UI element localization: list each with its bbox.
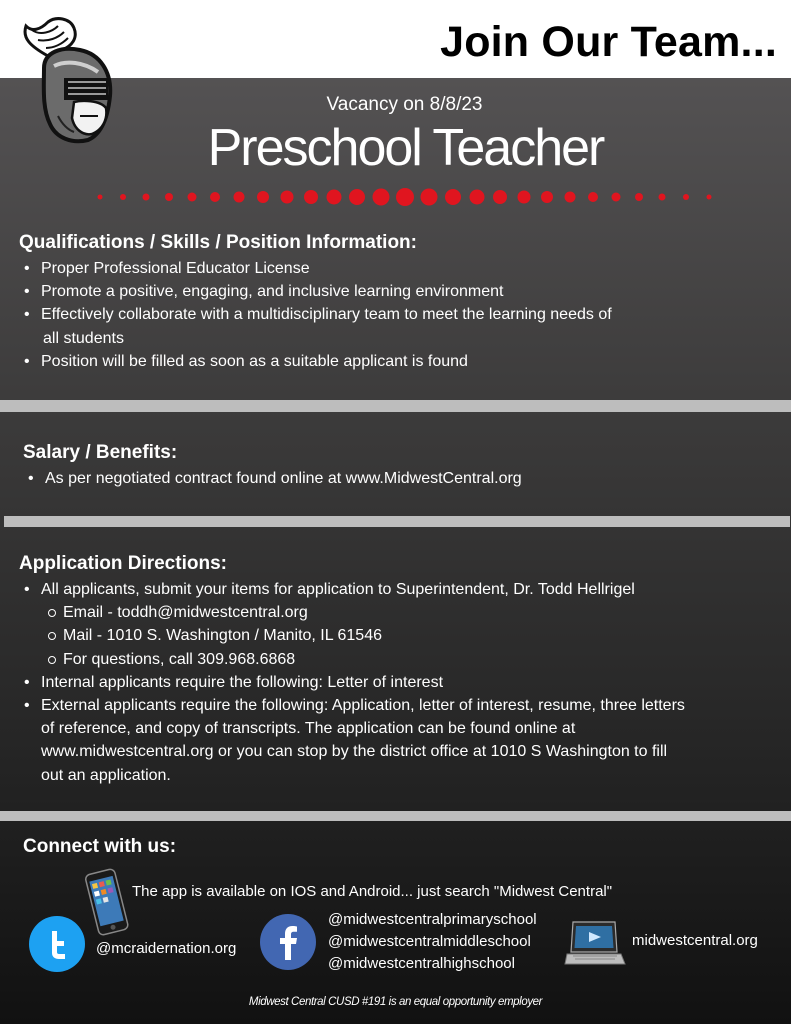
website-link[interactable]: midwestcentral.org: [632, 932, 758, 949]
page-title: Join Our Team...: [440, 18, 777, 66]
facebook-page-high[interactable]: @midwestcentralhighschool: [328, 955, 515, 972]
smartphone-icon: [80, 868, 134, 938]
salary-heading: Salary / Benefits:: [23, 442, 178, 463]
list-item: • Proper Professional Educator License: [20, 257, 720, 280]
header-bar: [0, 0, 791, 78]
list-item-continuation: out an application.: [41, 766, 171, 784]
qualifications-list: [20, 257, 720, 373]
application-list: [20, 578, 740, 787]
list-item: • All applicants, submit your items for application to Superintendent, Dr. Todd Hellrigel: [20, 578, 740, 601]
application-heading: Application Directions:: [19, 553, 227, 574]
laptop-icon: [563, 918, 627, 970]
connect-heading: Connect with us:: [23, 836, 177, 857]
facebook-icon[interactable]: [260, 914, 316, 970]
list-item: • Effectively collaborate with a multidisciplinary team to meet the learning needs of: [20, 303, 720, 326]
facebook-page-primary[interactable]: @midwestcentralprimaryschool: [328, 911, 537, 928]
qualifications-heading: Qualifications / Skills / Position Information:: [19, 232, 417, 253]
salary-list: [24, 467, 724, 490]
section-divider: [0, 811, 791, 821]
section-divider: [0, 400, 791, 412]
twitter-handle[interactable]: @mcraidernation.org: [96, 940, 237, 957]
list-item: • Position will be filled as soon as a suitable applicant is found: [20, 350, 720, 373]
knight-helmet-icon: [18, 16, 118, 146]
position-title: Preschool Teacher: [207, 119, 604, 177]
vacancy-date: Vacancy on 8/8/23: [326, 94, 483, 115]
list-item: • External applicants require the following: Application, letter of interest, resume, three letters: [20, 694, 740, 717]
facebook-page-middle[interactable]: @midwestcentralmiddleschool: [328, 933, 531, 950]
twitter-icon[interactable]: [29, 916, 85, 972]
sub-list-item-phone: For questions, call 309.968.6868: [20, 648, 740, 671]
sub-list-item-email: Email - toddh@midwestcentral.org: [20, 601, 740, 624]
list-item-continuation: www.midwestcentral.org or you can stop by the district office at 1010 S Washington to fill: [41, 743, 668, 761]
sub-list-item-mail: Mail - 1010 S. Washington / Manito, IL 61546: [20, 624, 740, 647]
app-availability-text: The app is available on IOS and Android... just search "Midwest Central": [132, 883, 613, 900]
section-divider: [4, 516, 790, 527]
footer-text: Midwest Central CUSD #191 is an equal opportunity employer: [248, 996, 543, 1008]
list-item-continuation: of reference, and copy of transcripts. The application can be found online at: [41, 720, 576, 738]
red-dot-divider: [90, 182, 720, 212]
list-item-continuation: all students: [43, 329, 124, 347]
list-item: • As per negotiated contract found online at www.MidwestCentral.org: [24, 467, 724, 490]
list-item: • Internal applicants require the following: Letter of interest: [20, 671, 740, 694]
list-item: • Promote a positive, engaging, and inclusive learning environment: [20, 280, 720, 303]
